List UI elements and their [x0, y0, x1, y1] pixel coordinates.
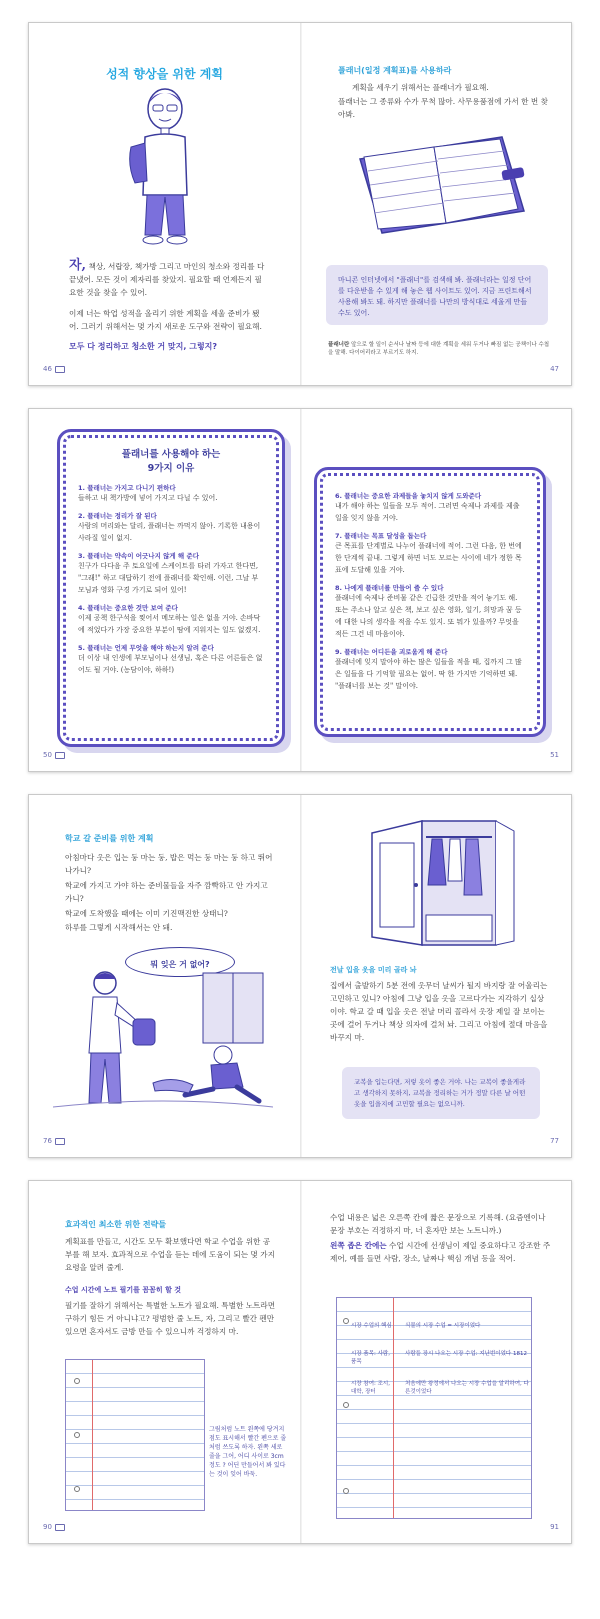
reason-item	[335, 491, 525, 524]
reason-item	[78, 603, 264, 636]
footnote-term: 플래너란	[328, 342, 350, 348]
page-number: 77	[550, 1137, 559, 1145]
reason-item	[78, 551, 264, 596]
margin-line	[393, 1298, 394, 1518]
strategy-paragraph: 계획표를 만들고, 시간도 모두 확보했다면 학교 수업을 위한 공부를 해 보자. 효과적으로 수업을 듣는 데에 도움이 되는 몇 가지 요령을 알려 줄게.	[65, 1237, 275, 1272]
book-spread-4	[28, 1180, 572, 1544]
note-taking-paragraph: 필기를 잘하기 위해서는 특별한 노트가 필요해. 특별한 노트라면 구하기 힘든 거 아니냐고? 평범한 줄 노트, 자, 그리고 빨간 펜만 있으면 혼자서도 금방 만들 수 있으니까 걱정하지 마.	[65, 1301, 276, 1336]
reasons-box-continued	[314, 467, 546, 737]
binder-hole	[343, 1488, 349, 1494]
speech-text: 뭐 잊은 거 없어?	[150, 960, 210, 969]
footnote-text: 앞으로 할 일이 순서나 날짜 등에 대한 계획을 세워 두거나 빠짐 없는 공책이나 수첩을 말해. 다이어리라고 부르기도 하지.	[328, 342, 550, 356]
book-spread-2	[28, 408, 572, 772]
keyword-paragraph	[330, 1239, 554, 1265]
reason-body: 내가 해야 하는 일들을 모두 적어. 그러면 숙제나 과제를 제출일을 잊지 않을 거야.	[335, 502, 520, 522]
notes-row	[351, 1322, 529, 1330]
reason-heading: 4. 플래너는 중요한 것만 보여 준다	[78, 604, 178, 612]
page-51	[302, 409, 573, 771]
reason-body: 더 이상 내 인생에 부모님이나 선생님, 혹은 다른 어른들은 없어도 될 거야. (농담이야, 하하!)	[78, 654, 263, 674]
closing-question: 모두 다 정리하고 청소한 거 맞지, 그렇지?	[69, 342, 218, 351]
binder-hole	[343, 1402, 349, 1408]
morning-paragraph: 아침마다 옷은 입는 둥 마는 둥, 밥은 먹는 둥 마는 둥 하고 뛰어나가니?	[65, 853, 273, 875]
reason-heading: 1. 플래너는 가지고 다니기 편하다	[78, 484, 176, 492]
morning-paragraph-2: 학교에 가지고 가야 하는 준비물들을 자주 깜빡하고 안 가지고 가니?	[65, 881, 268, 903]
notes-keyword: 시장 수업의 핵심	[351, 1323, 392, 1329]
section-heading: 플래너(일정 계획표)를 사용하라	[338, 66, 452, 75]
page-50	[29, 409, 300, 771]
keyword-text: 수업 시간에 선생님이 제일 중요하다고 강조한 주제어, 예를 들면 사람, 장소, 날짜나 핵심 개념 등을 적어.	[330, 1241, 551, 1263]
section-heading: 학교 갈 준비를 위한 계획	[65, 834, 154, 843]
page-number: 76	[43, 1137, 65, 1145]
binder-hole	[74, 1378, 80, 1384]
planner-footnote	[328, 341, 550, 357]
page-number: 51	[550, 751, 559, 759]
intro-lead-word: 자,	[69, 258, 87, 273]
reasons-title-line-2: 9가지 이유	[147, 463, 195, 474]
book-icon	[55, 1138, 65, 1145]
notes-keyword: 시장 품목: 사람, 품목	[351, 1351, 390, 1365]
page-number: 50	[43, 751, 65, 759]
book-icon	[55, 1524, 65, 1531]
notes-row	[351, 1380, 529, 1396]
reason-heading: 5. 플래너는 언제 무엇을 해야 하는지 알려 준다	[78, 644, 214, 652]
reason-heading: 3. 플래너는 약속이 어긋나지 않게 해 준다	[78, 552, 200, 560]
reason-body: 친구가 다다음 주 토요일에 스케이트를 타러 가자고 한다면, "그래!" 하고 대답하기 전에 플래너를 확인해. 이런, 그날 부모님과 영화 구경 가기로 되어 있어!	[78, 562, 259, 594]
planner-notebook-illustration	[342, 129, 532, 239]
notes-row	[351, 1350, 529, 1366]
reason-item	[335, 531, 525, 576]
notes-content: 사람들 장시 나오는 시장 수업: 지난번이었다 1812	[405, 1351, 527, 1357]
reason-item	[335, 647, 525, 692]
reasons-box	[57, 429, 285, 747]
father-and-running-kid-illustration	[53, 963, 273, 1113]
binder-hole	[74, 1486, 80, 1492]
reason-body: 이제 공책 한구석을 찢어서 메모하는 일은 없을 거야. 손바닥에 적었다가 가장 중요한 부분이 땀에 지워지는 일도 없겠지.	[78, 614, 261, 634]
page-46	[29, 23, 300, 385]
reasons-title-line-1: 플래너를 사용해야 하는	[121, 449, 221, 460]
reason-body: 플래너에 숙제나 준비물 같은 긴급한 것만을 적어 놓기도 해. 또는 주소나 알고 싶은 책, 보고 싶은 영화, 일기, 희망과 꿈 등에 대한 나의 생각을 적을 수도 있지. 또 뭐가 있을까? 무엇을 적든 그건 네 마음이야.	[335, 594, 522, 638]
uniform-tip-note: 교복을 입는다면, 저렇 옷이 좋은 거야. 나는 교복이 좋을게라고 생각하지 못하지, 교복을 정리하는 거가 정말 다른 날 어떤 옷을 입을지에 고민할 필요는 없으니까.	[342, 1067, 540, 1119]
binder-hole	[74, 1432, 80, 1438]
page-number: 90	[43, 1523, 65, 1531]
intro-paragraph	[69, 259, 269, 299]
page-91	[302, 1181, 573, 1543]
reason-body: 플래너에 잊지 말아야 하는 많은 일들을 적을 때, 집까지 그 많은 일들을 다 기억할 필요는 없어. 딱 한 가지만 기억하면 돼. "플래너를 보는 것" 말이야.	[335, 658, 522, 690]
section-heading: 전날 입을 옷을 미리 골라 놔	[330, 966, 417, 974]
intro-text: 책상, 서랍장, 책가방 그리고 마인의 청소와 정리를 다 끝냈어. 모든 것이 제자리를 찾았지. 필요할 때 언제든지 필요한 것을 찾을 수 있어.	[69, 262, 265, 297]
reasons-title	[78, 448, 264, 476]
planner-paragraph-2: 플래너는 그 종류와 수가 무척 많아. 사무용품점에 가서 한 번 찾아봐.	[338, 97, 548, 119]
open-wardrobe-illustration	[362, 815, 522, 955]
reason-heading: 2. 플래너는 정리가 잘 된다	[78, 512, 157, 520]
reason-heading: 7. 플래너는 목표 달성을 돕는다	[335, 532, 427, 540]
keyword-lead: 왼쪽 좁은 칸에는	[330, 1241, 387, 1250]
blank-notebook-illustration	[65, 1359, 205, 1511]
reason-item	[78, 643, 264, 676]
intro-paragraph-2: 이제 너는 학업 성적을 올리기 위한 계획을 세울 준비가 됐어. 그러기 위해서는 몇 가지 새로운 도구와 전략이 필요해.	[69, 309, 262, 331]
class-notes-paragraph: 수업 내용은 넓은 오른쪽 칸에 짧은 문장으로 기록해. (요즘엔이나 문장 부호는 걱정하지 마, 너 혼자만 보는 노트니까.)	[330, 1213, 546, 1235]
reason-item	[335, 583, 525, 640]
notes-keyword: 시장 참여: 조시, 대학, 장터	[351, 1381, 390, 1395]
reason-heading: 9. 플래너는 어디든을 괴로움게 해 준다	[335, 648, 448, 656]
page-77	[302, 795, 573, 1157]
reason-body: 사람의 머리와는 달리, 플래너는 까먹지 않아. 기록한 내용이 사라질 일이 없지.	[78, 522, 261, 542]
clothes-paragraph: 집에서 출발하기 5분 전에 옷무더 날씨가 될지 바지랑 잘 어울리는 고민하고 있니? 아침에 그냥 입을 옷을 고르다가는 지각하기 십상이야. 학교 갈 때 입을 옷은 전날 머리 꼴라서 옷장 제일 잘 보이는 곳에 걸어 두거나 책상 의자에 걸쳐 놔. 그리고 아침에 절대 마음을 바꾸지 마.	[330, 981, 548, 1042]
page-47	[302, 23, 573, 385]
reason-heading: 6. 플래너는 중요한 과제들을 놓치지 않게 도와준다	[335, 492, 482, 500]
book-icon	[55, 366, 65, 373]
book-icon	[55, 752, 65, 759]
margin-line	[92, 1360, 93, 1510]
planner-paragraph: 계획을 세우기 위해서는 플래너가 필요해.	[352, 83, 489, 92]
reason-heading: 8. 나에게 플래너를 만들어 줄 수 있다	[335, 584, 444, 592]
page-title: 성적 향상을 위한 계획	[106, 67, 223, 81]
notebook-caption: 그림처럼 노트 왼쪽에 당겨지 점도 표시해서 빨간 펜으로 줄처럼 쓰도록 하자. 왼쪽 세로줄을 그어, 어디 사이로 3cm정도 ? 어딘 만들어서 봐 있다는 것이 잊어 바둑.	[209, 1426, 287, 1478]
reason-item	[78, 483, 264, 504]
book-spread-3	[28, 794, 572, 1158]
boy-with-backpack-illustration	[125, 85, 205, 250]
morning-paragraph-4: 하루를 그렇게 시작해서는 안 돼.	[65, 923, 173, 932]
binder-hole	[343, 1318, 349, 1324]
notes-content: 처음에만 왕정에서 나오는 시장 수업을 알리하여, 다른것이었다	[405, 1381, 529, 1395]
planner-tip-note: 마니콘 인터넷에서 "플래너"를 검색해 봐. 플래너라는 일정 단어를 다운받을 수 있게 해 놓은 웹 사이트도 있어. 지금 프린트해서 사용해 봐도 돼. 하지만 플래너를 나만의 방식대로 세울게 만들 수도 있어.	[326, 265, 548, 325]
page-number: 46	[43, 365, 65, 373]
reason-item	[78, 511, 264, 544]
cornell-notes-illustration	[336, 1297, 532, 1519]
section-heading: 효과적인 최소한 위한 전략들	[65, 1220, 167, 1229]
notes-content: 식물의 시장 수업 = 시장이었다	[405, 1323, 481, 1329]
book-spread-1	[28, 22, 572, 386]
note-taking-subheading: 수업 시간에 노트 필기를 꼼꼼히 할 것	[65, 1286, 182, 1294]
reason-body: 들하고 내 책가방에 넣어 가지고 다닐 수 있어.	[78, 494, 218, 502]
page-76	[29, 795, 300, 1157]
page-number: 47	[550, 365, 559, 373]
morning-paragraph-3: 학교에 도착했을 때에는 이미 기진맥진한 상태니?	[65, 909, 228, 918]
page-90	[29, 1181, 300, 1543]
reason-body: 큰 목표를 단계별로 나누어 플래너에 적어. 그런 다음, 한 번에 한 단계씩 끝내. 그렇게 하면 너도 모르는 사이에 네가 정한 목표에 도달해 있을 거야.	[335, 542, 522, 574]
page-number: 91	[550, 1523, 559, 1531]
